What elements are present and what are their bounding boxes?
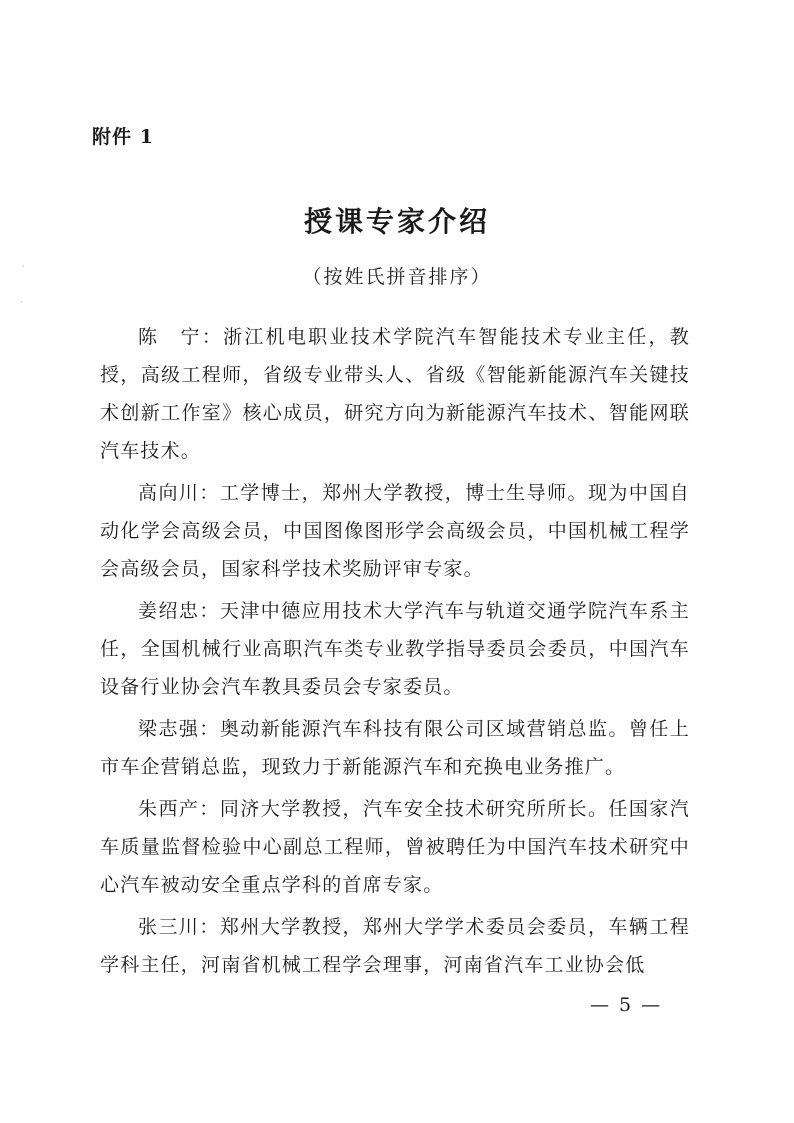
scan-speck-mark: · <box>22 262 25 271</box>
expert-paragraph-liang-zhiqiang: 梁志强：奥动新能源汽车科技有限公司区域营销总监。曾任上市车企营销总监，现致力于新能源汽车和充换电业务推广。 <box>100 718 690 778</box>
attachment-label: 附件 1 <box>92 126 154 148</box>
document-subtitle: （按姓氏拼音排序） <box>302 266 492 288</box>
document-title: 授课专家介绍 <box>303 205 490 238</box>
expert-paragraph-zhu-xichan: 朱西产：同济大学教授，汽车安全技术研究所所长。任国家汽车质量监督检验中心副总工程师，曾被聘任为中国汽车技术研究中心汽车被动安全重点学科的首席专家。 <box>100 798 690 896</box>
page-number: — 5 — <box>590 994 663 1016</box>
expert-paragraph-gao-xiangchuan: 高向川：工学博士，郑州大学教授，博士生导师。现为中国自动化学会高级会员，中国图像图形学会高级会员，中国机械工程学会高级会员，国家科学技术奖励评审专家。 <box>100 482 690 580</box>
expert-paragraph-jiang-shaozhong: 姜绍忠：天津中德应用技术大学汽车与轨道交通学院汽车系主任，全国机械行业高职汽车类专业教学指导委员会委员，中国汽车设备行业协会汽车教具委员会专家委员。 <box>100 600 690 698</box>
expert-paragraph-zhang-sanchuan: 张三川：郑州大学教授，郑州大学学术委员会委员，车辆工程学科主任，河南省机械工程学会理事，河南省汽车工业协会低 <box>100 916 690 976</box>
document-body <box>100 318 690 988</box>
scan-speck-mark: · <box>20 298 23 307</box>
expert-paragraph-chen-ning: 陈 宁：浙江机电职业技术学院汽车智能技术专业主任，教授，高级工程师，省级专业带头人、省级《智能新能源汽车关键技术创新工作室》核心成员，研究方向为新能源汽车技术、智能网联汽车技术。 <box>100 326 690 462</box>
